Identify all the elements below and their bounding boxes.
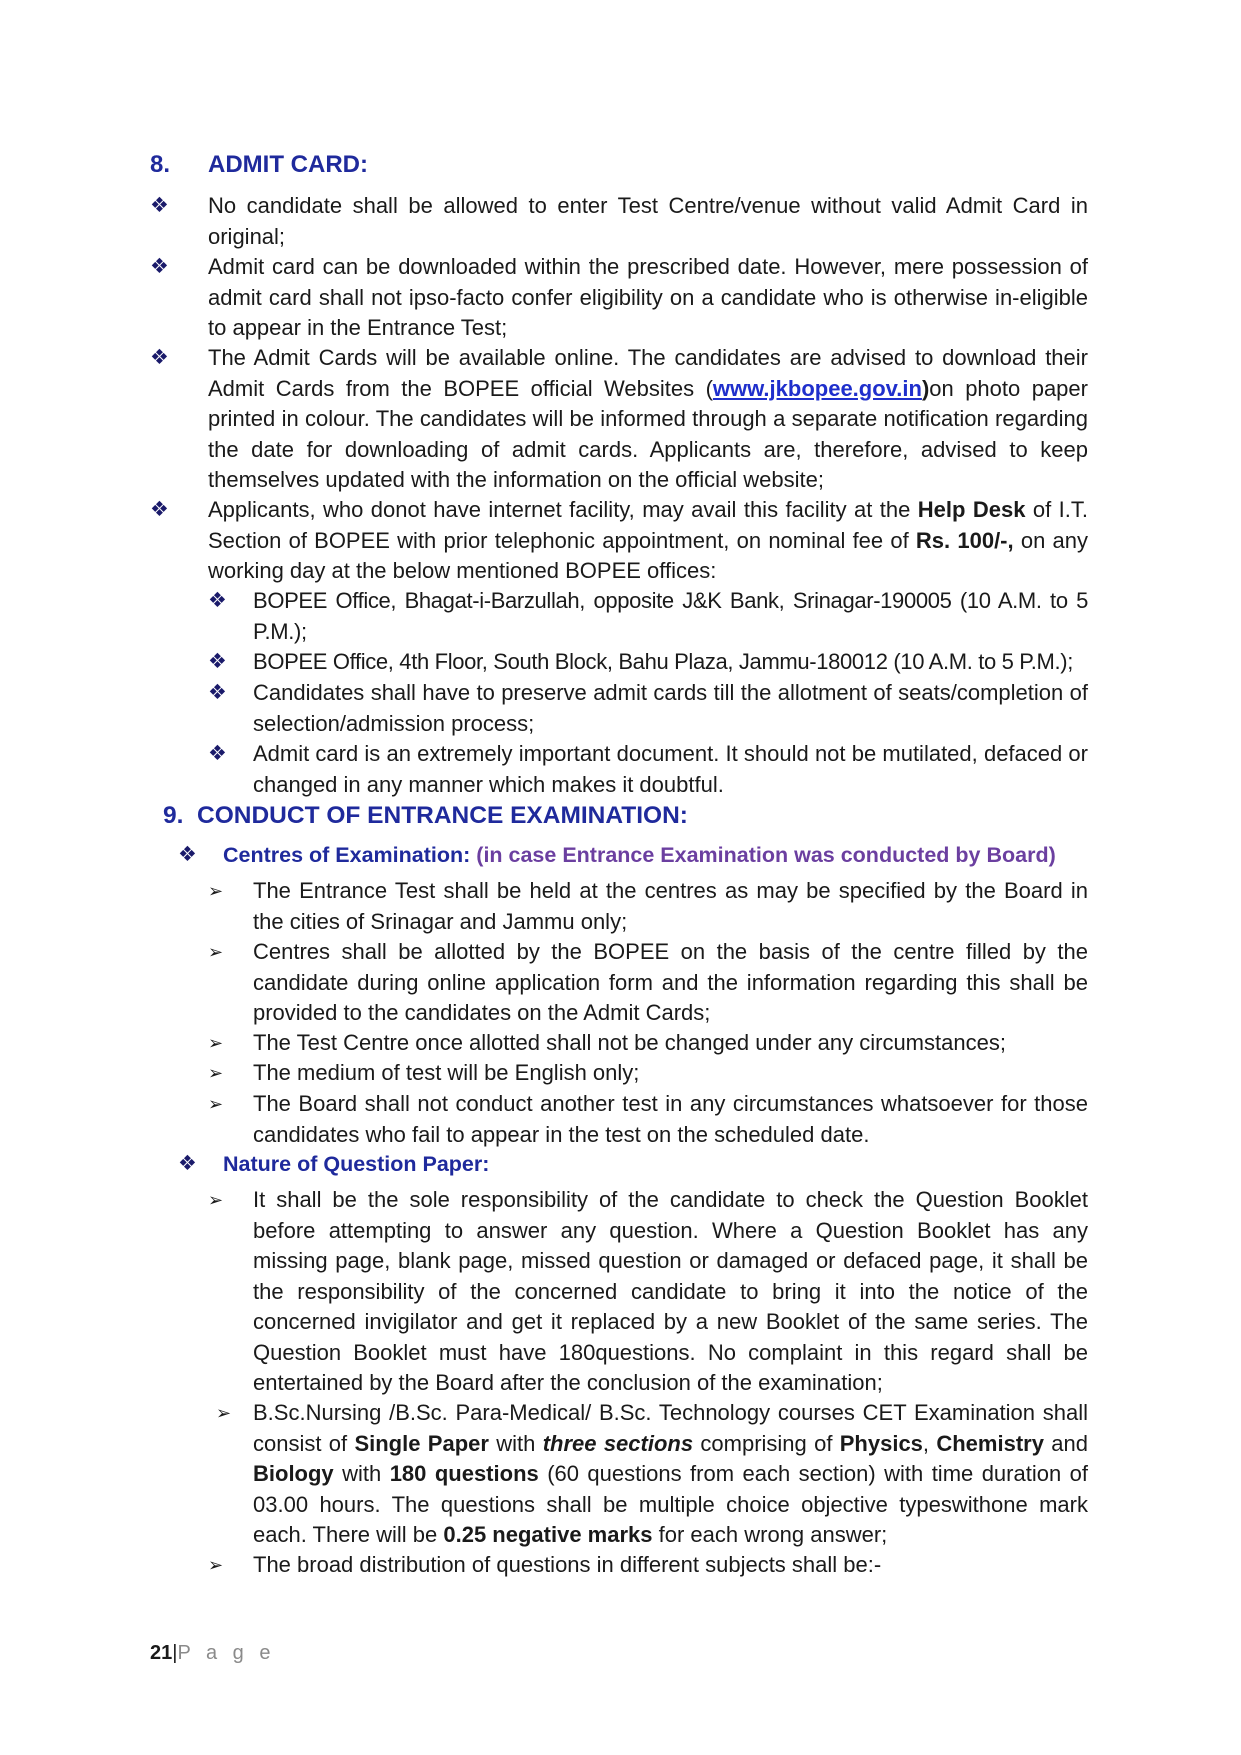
srinagar-office-item: BOPEE Office, Bhagat-i-Barzullah, opposite J&K Bank, Srinagar-190005 (10 A.M. to 5 P.M.);	[253, 588, 1088, 644]
centres-label: Centres of Examination	[223, 843, 464, 867]
section-8-number: 8.	[150, 151, 171, 178]
arrow-bullet-icon: ➢	[208, 942, 224, 962]
centres-item-5: The Board shall not conduct another test in any circumstances whatsoever for those candidates who fail to appear in the test on the scheduled date.	[253, 1091, 1088, 1147]
footer-separator: |	[172, 1642, 178, 1664]
nature-item-2-text-6: with	[333, 1461, 390, 1486]
help-desk-label: Help Desk	[917, 497, 1026, 522]
admit-card-item-2: Admit card can be downloaded within the prescribed date. However, mere possession of admit card shall not ipso-facto confer eligibility on a candidate who is otherwise in-eligible to appear in the Entrance Test;	[208, 254, 1088, 340]
nature-item-3: The broad distribution of questions in different subjects shall be:-	[253, 1552, 882, 1577]
page-footer	[150, 1642, 275, 1665]
nature-item-2-text-3: comprising of	[693, 1430, 840, 1456]
single-paper-label: Single Paper	[354, 1430, 489, 1456]
arrow-bullet-icon: ➢	[208, 881, 224, 901]
centres-item-2: Centres shall be allotted by the BOPEE on the basis of the centre filled by the candidate during online application form and the information regarding this shall be provided to the candidates on the Admit Cards;	[253, 939, 1088, 1025]
diamond-bullet-icon: ❖	[150, 255, 169, 278]
centres-item-4: The medium of test will be English only;	[253, 1060, 640, 1085]
bopee-website-link[interactable]: www.jkbopee.gov.in	[712, 375, 922, 401]
jammu-office-item: BOPEE Office, 4th Floor, South Block, Bahu Plaza, Jammu-180012 (10 A.M. to 5 P.M.);	[253, 649, 1074, 674]
arrow-bullet-icon: ➢	[208, 1094, 224, 1114]
admit-card-item-4-text-c: on any working day at the below mentioned BOPEE offices:	[208, 527, 1088, 583]
nature-item-2-text-5: and	[1043, 1430, 1088, 1456]
diamond-bullet-icon: ❖	[208, 650, 227, 673]
admit-card-item-1: No candidate shall be allowed to enter Test Centre/venue without valid Admit Card in original;	[208, 193, 1088, 249]
nature-item-1: It shall be the sole responsibility of the candidate to check the Question Booklet before attempting to answer any question. Where a Question Booklet has any missing page, blank page, missed question or damaged or defaced page, it shall be the responsibility of the concerned candidate to bring it into the notice of the concerned invigilator and get it replaced by a new Booklet of the same series. The Question Booklet must have 180questions. No complaint in this regard shall be entertained by the Board after the conclusion of the examination;	[253, 1187, 1088, 1395]
arrow-bullet-icon: ➢	[216, 1403, 232, 1423]
nature-item-2-text-4: ,	[922, 1430, 937, 1456]
biology-label: Biology	[253, 1461, 334, 1486]
diamond-bullet-icon: ❖	[208, 681, 227, 704]
nature-item-2-text-2: with	[488, 1430, 543, 1456]
admit-card-item-4-text-b: of I.T. Section of BOPEE with prior telephonic appointment, on nominal fee of	[208, 497, 1088, 553]
admit-card-item-3	[208, 343, 1088, 496]
diamond-bullet-icon: ❖	[178, 843, 197, 866]
negative-marks-label: 0.25 negative marks	[443, 1522, 653, 1547]
admit-card-item-4-text-a: Applicants, who donot have internet facility, may avail this facility at the	[208, 497, 918, 522]
three-sections-label: three sections	[542, 1430, 694, 1456]
section-8-heading: ADMIT CARD:	[208, 151, 368, 178]
admit-card-item-4	[208, 495, 1088, 587]
nature-item-2-text-7: (60 questions from each section) with time duration of 03.00 hours. The questions shall be multiple choice objective typeswithone mark each. There will be	[253, 1461, 1088, 1547]
nature-item-2	[253, 1398, 1088, 1551]
chemistry-label: Chemistry	[936, 1430, 1044, 1456]
question-count-label: 180 questions	[389, 1461, 539, 1486]
preserve-admit-card-item: Candidates shall have to preserve admit cards till the allotment of seats/completion of selection/admission process;	[253, 680, 1088, 736]
admit-card-item-3-text-b: on photo paper printed in colour. The candidates will be informed through a separate notification regarding the date for downloading of admit cards. Applicants are, therefore, advised to keep themselves updated with the information on the official website;	[208, 375, 1088, 492]
physics-label: Physics	[839, 1430, 923, 1456]
page-label: P a g e	[177, 1642, 276, 1664]
diamond-bullet-icon: ❖	[150, 346, 169, 369]
section-9-heading: 9. CONDUCT OF ENTRANCE EXAMINATION:	[163, 802, 688, 829]
diamond-bullet-icon: ❖	[208, 742, 227, 765]
diamond-bullet-icon: ❖	[150, 498, 169, 521]
centres-colon: :	[463, 843, 477, 867]
page-number: 21	[150, 1642, 173, 1664]
admit-card-item-3-text-a: The Admit Cards will be available online. The candidates are advised to download their Admit Cards from the BOPEE official Websites (	[208, 345, 1088, 401]
important-document-item: Admit card is an extremely important document. It should not be mutilated, defaced or changed in any manner which makes it doubtful.	[253, 741, 1088, 797]
nature-item-2-text-1: B.Sc.Nursing /B.Sc. Para-Medical/ B.Sc. Technology courses CET Examination shall consist of	[253, 1400, 1088, 1456]
diamond-bullet-icon: ❖	[150, 194, 169, 217]
centres-subheading	[223, 840, 1056, 871]
arrow-bullet-icon: ➢	[208, 1190, 224, 1210]
centres-item-3: The Test Centre once allotted shall not be changed under any circumstances;	[253, 1030, 1006, 1055]
nature-subheading: Nature of Question Paper:	[223, 1152, 490, 1176]
fee-amount: Rs. 100/-,	[915, 527, 1014, 553]
centres-note: (in case Entrance Examination was conducted by Board)	[476, 843, 1056, 867]
arrow-bullet-icon: ➢	[208, 1033, 224, 1053]
arrow-bullet-icon: ➢	[208, 1063, 224, 1083]
diamond-bullet-icon: ❖	[208, 589, 227, 612]
admit-card-item-3-paren: )	[921, 375, 930, 401]
diamond-bullet-icon: ❖	[178, 1152, 197, 1175]
nature-item-2-text-8: for each wrong answer;	[652, 1522, 888, 1547]
centres-item-1: The Entrance Test shall be held at the centres as may be specified by the Board in the cities of Srinagar and Jammu only;	[253, 878, 1088, 934]
arrow-bullet-icon: ➢	[208, 1555, 224, 1575]
